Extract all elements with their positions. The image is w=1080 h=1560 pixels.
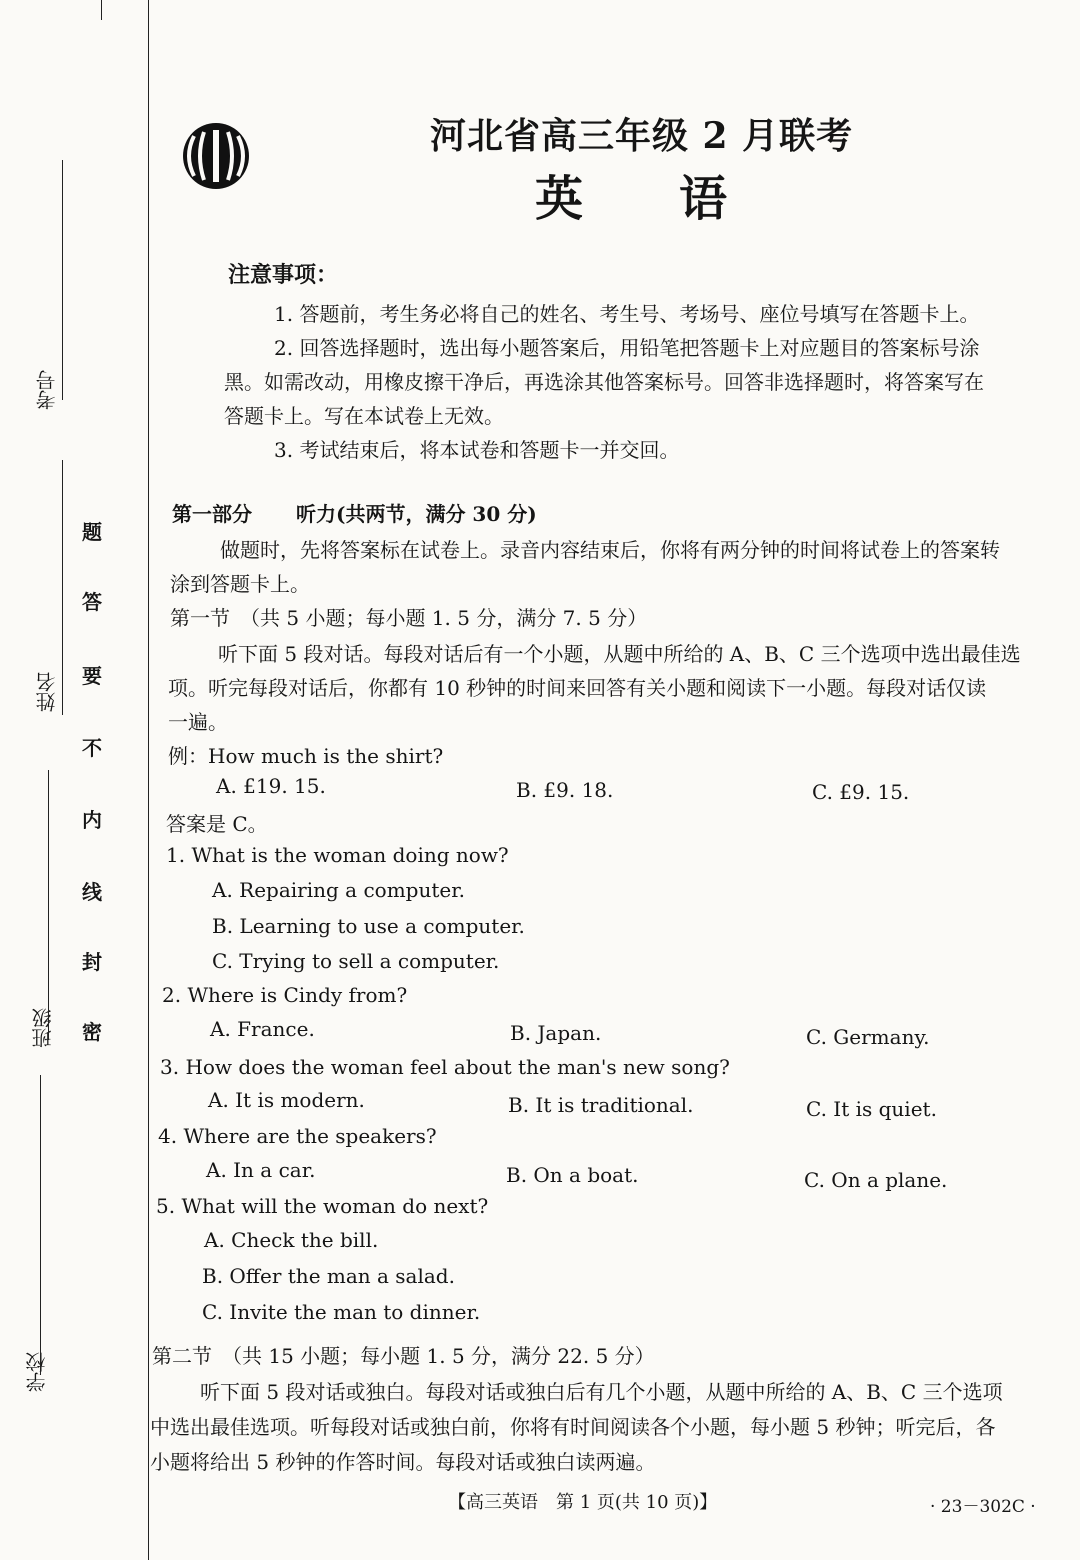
section2-heading: 第二节 （共 15 小题；每小题 1. 5 分，满分 22. 5 分） — [152, 1344, 655, 1368]
example-option-b: B. £9. 18. — [516, 778, 614, 802]
section1-intro-3: 一遍。 — [168, 710, 228, 734]
notice-line-5: 3. 考试结束后，将本试卷和答题卡一并交回。 — [274, 438, 680, 462]
q5-option-a: A. Check the bill. — [204, 1228, 379, 1252]
seal-char-7: 答 — [82, 590, 102, 614]
q4-option-b: B. On a boat. — [506, 1163, 639, 1187]
q5-option-c: C. Invite the man to dinner. — [202, 1300, 481, 1324]
q1-option-a: A. Repairing a computer. — [212, 878, 465, 902]
seal-char-5: 不 — [82, 736, 102, 760]
margin-fold-line — [101, 0, 102, 20]
seal-char-8: 题 — [82, 520, 102, 544]
part1-intro-2: 涂到答题卡上。 — [170, 572, 310, 596]
notice-line-2: 2. 回答选择题时，选出每小题答案后，用铅笔把答题卡上对应题目的答案标号涂 — [274, 336, 980, 360]
part1-heading: 第一部分 — [172, 502, 252, 526]
question-1: 1. What is the woman doing now? — [166, 843, 509, 867]
q4-option-a: A. In a car. — [206, 1158, 316, 1182]
subject-title: 英语 — [535, 171, 824, 227]
seal-char-6: 要 — [82, 664, 102, 688]
margin-border-line — [148, 0, 149, 1560]
q3-option-c: C. It is quiet. — [806, 1097, 937, 1121]
seal-char-1: 密 — [82, 1020, 102, 1044]
q3-option-b: B. It is traditional. — [508, 1093, 694, 1117]
notice-line-3: 黑。如需改动，用橡皮擦干净后，再选涂其他答案标号。回答非选择题时，将答案写在 — [224, 370, 984, 394]
class-label: 班级 — [31, 1008, 55, 1048]
school-label: 学校 — [25, 1352, 49, 1392]
exam-title: 河北省高三年级 2 月联考 — [430, 115, 854, 157]
section1-intro-2: 项。听完每段对话后，你都有 10 秒钟的时间来回答有关小题和阅读下一小题。每段对话仅读 — [168, 676, 987, 700]
question-3: 3. How does the woman feel about the man's new song? — [160, 1055, 730, 1079]
question-5: 5. What will the woman do next? — [156, 1194, 489, 1218]
section2-intro-2: 中选出最佳选项。听每段对话或独白前，你将有时间阅读各个小题，每小题 5 秒钟；听完后，各 — [150, 1415, 996, 1439]
exam-logo-icon — [180, 120, 252, 192]
class-blank[interactable] — [48, 770, 49, 1040]
name-label: 姓名 — [35, 672, 59, 712]
part1-heading-detail: 听力(共两节，满分 30 分) — [296, 502, 537, 526]
q2-option-b: B. Japan. — [510, 1021, 602, 1045]
example-question: 例：How much is the shirt? — [168, 744, 444, 768]
q1-option-c: C. Trying to sell a computer. — [212, 949, 500, 973]
seal-char-4: 内 — [82, 808, 102, 832]
section2-intro-1: 听下面 5 段对话或独白。每段对话或独白后有几个小题，从题中所给的 A、B、C 三个选项 — [200, 1380, 1003, 1404]
q2-option-c: C. Germany. — [806, 1025, 930, 1049]
question-4: 4. Where are the speakers? — [158, 1124, 437, 1148]
name-blank[interactable] — [62, 460, 63, 715]
section1-intro-1: 听下面 5 段对话。每段对话后有一个小题，从题中所给的 A、B、C 三个选项中选出最佳选 — [218, 642, 1021, 666]
q2-option-a: A. France. — [210, 1017, 315, 1041]
example-answer: 答案是 C。 — [166, 812, 268, 836]
example-option-a: A. £19. 15. — [216, 774, 326, 798]
question-2: 2. Where is Cindy from? — [162, 983, 408, 1007]
q3-option-a: A. It is modern. — [208, 1088, 365, 1112]
school-blank[interactable] — [40, 1075, 41, 1375]
example-option-c: C. £9. 15. — [812, 780, 910, 804]
page-info: 【高三英语 第 1 页(共 10 页)】 — [448, 1492, 718, 1513]
notice-line-4: 答题卡上。写在本试卷上无效。 — [224, 404, 504, 428]
exam-number-blank[interactable] — [62, 160, 63, 400]
paper-code: · 23－302C · — [930, 1497, 1036, 1517]
q5-option-b: B. Offer the man a salad. — [202, 1264, 455, 1288]
seal-char-2: 封 — [82, 950, 102, 974]
notice-heading: 注意事项： — [228, 262, 339, 288]
q1-option-b: B. Learning to use a computer. — [212, 914, 525, 938]
part1-intro-1: 做题时，先将答案标在试卷上。录音内容结束后，你将有两分钟的时间将试卷上的答案转 — [220, 538, 1000, 562]
q4-option-c: C. On a plane. — [804, 1168, 948, 1192]
seal-char-3: 线 — [82, 880, 102, 904]
section2-intro-3: 小题将给出 5 秒钟的作答时间。每段对话或独白读两遍。 — [150, 1450, 656, 1474]
exam-number-label: 考号 — [35, 370, 59, 410]
notice-line-1: 1. 答题前，考生务必将自己的姓名、考生号、考场号、座位号填写在答题卡上。 — [274, 302, 980, 326]
section1-heading: 第一节 （共 5 小题；每小题 1. 5 分，满分 7. 5 分） — [170, 606, 648, 630]
